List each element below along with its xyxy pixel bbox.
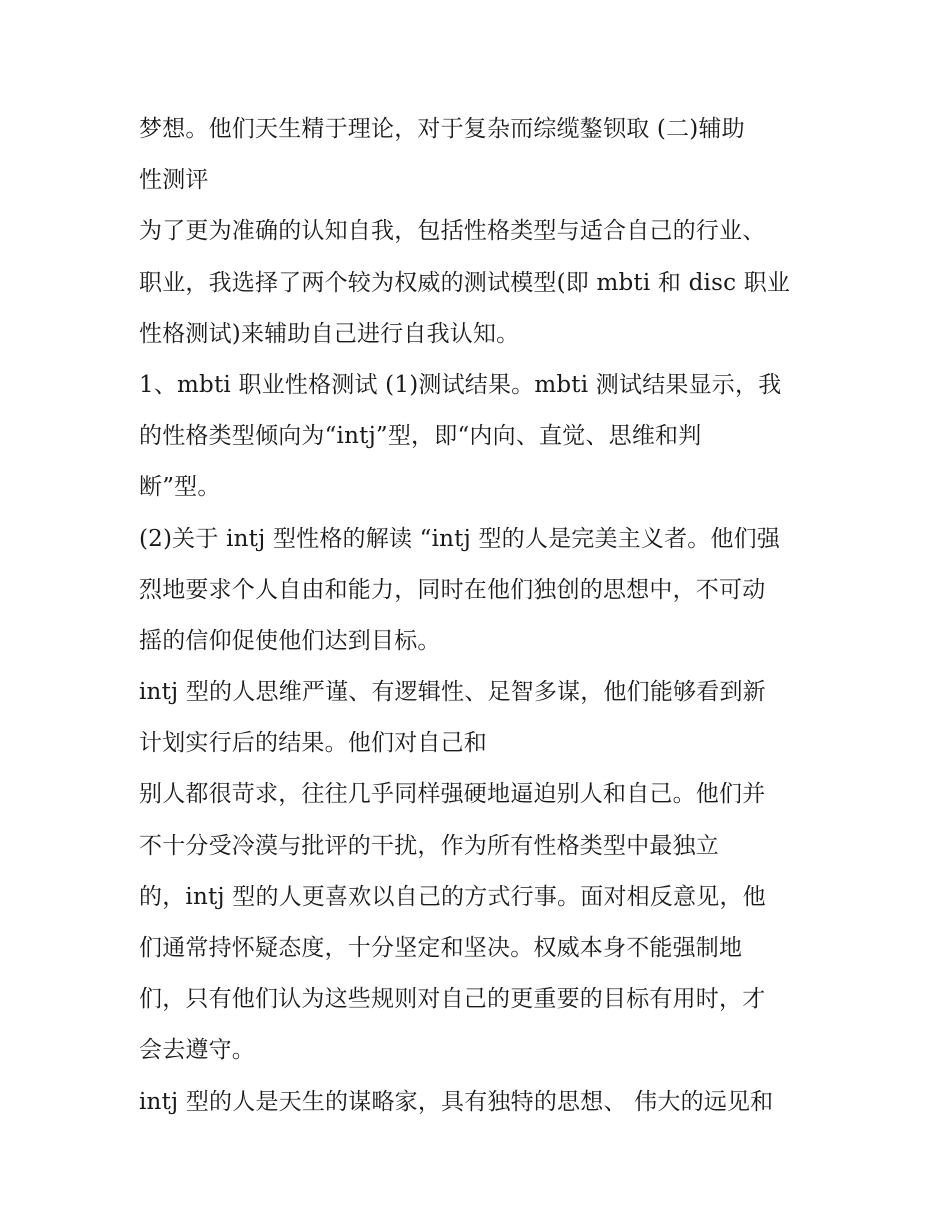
text-line: 的性格类型倾向为“intj”型，即“内向、直觉、思维和判: [139, 423, 702, 450]
text-line: 不十分受冷漠与批评的干扰，作为所有性格类型中最独立: [139, 832, 719, 859]
text-line: 1、mbti 职业性格测试 (1)测试结果。mbti 测试结果显示，我: [139, 371, 782, 398]
text-line: 会去遵守。: [139, 1037, 255, 1064]
text-line: 计划实行后的结果。他们对自己和: [139, 730, 487, 757]
text-line: 别人都很苛求，往往几乎同样强硬地逼迫别人和自己。他们并: [139, 781, 766, 808]
text-line: 性格测试)来辅助自己进行自我认知。: [139, 320, 520, 347]
text-line: 们，只有他们认为这些规则对自己的更重要的目标有用时，才: [139, 986, 766, 1013]
text-line: 们通常持怀疑态度，十分坚定和坚决。权威本身不能强制地: [139, 935, 743, 961]
text-line: 职业，我选择了两个较为权威的测试模型(即 mbti 和 disc 职业: [139, 269, 791, 296]
body-text: [139, 104, 819, 1128]
text-line: 摇的信仰促使他们达到目标。: [139, 627, 441, 654]
text-line: 为了更为准确的认知自我，包括性格类型与适合自己的行业、: [139, 218, 766, 245]
text-line: 的，intj 型的人更喜欢以自己的方式行事。面对相反意见，他: [139, 883, 766, 910]
text-line: (2)关于 intj 型性格的解读 “intj 型的人是完美主义者。他们强: [139, 525, 781, 552]
text-line: 性测评: [139, 167, 209, 194]
text-line: intj 型的人是天生的谋略家，具有独特的思想、 伟大的远见和: [139, 1088, 774, 1115]
text-line: 梦想。他们天生精于理论，对于复杂而综缆鏊钡取 (二)辅助: [139, 116, 745, 142]
text-line: 烈地要求个人自由和能力，同时在他们独创的思想中，不可动: [139, 576, 766, 603]
text-line: intj 型的人思维严谨、有逻辑性、足智多谋，他们能够看到新: [139, 679, 766, 706]
text-line: 断”型。: [139, 474, 221, 501]
